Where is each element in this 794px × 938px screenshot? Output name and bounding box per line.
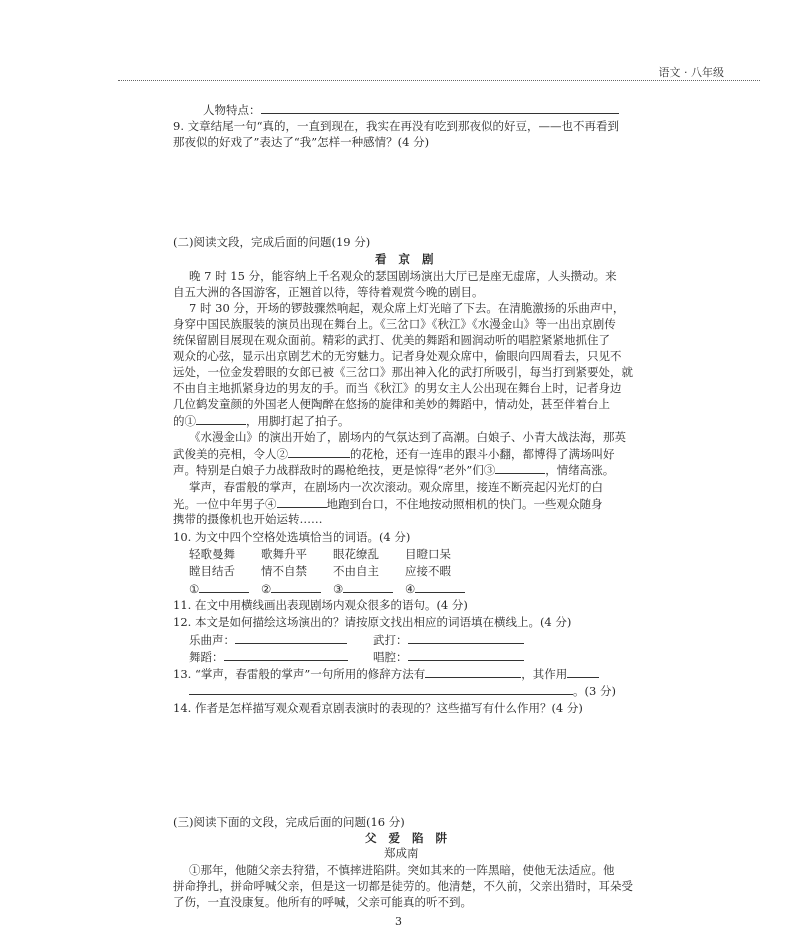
question-9-line2: 那夜似的好戏了”表达了“我”怎样一种感情？(4 分): [173, 135, 430, 149]
answer-blank[interactable]: [277, 496, 327, 508]
passage-text: 光。一位中年男子④: [173, 497, 277, 511]
q12-row1b: [373, 632, 524, 647]
trait-label: 人物特点：: [203, 103, 261, 117]
q12-label: 乐曲声：: [189, 633, 235, 647]
word-option: 瞠目结舌: [189, 564, 235, 578]
answer-blank[interactable]: [271, 581, 321, 593]
word-option: 不由自主: [333, 564, 379, 578]
answer-blank[interactable]: [189, 683, 573, 695]
question-12: 12. 本文是如何描绘这场演出的？请按原文找出相应的词语填在横线上。(4 分): [173, 615, 572, 629]
answer-blank[interactable]: [567, 666, 599, 678]
answer-blank[interactable]: [235, 632, 347, 644]
passage-line: 了伤，一直没康复。他所有的呼喊，父亲可能真的听不到。: [173, 895, 472, 909]
passage-line: 远处，一位金发碧眼的女郎已被《三岔口》那出神入化的武打所吸引，每当打到紧要处，就: [173, 365, 633, 379]
author-name: 郑成南: [384, 846, 419, 860]
answer-mark: ②: [261, 582, 272, 596]
passage-line: 统保留剧目展现在观众面前。精彩的武打、优美的舞蹈和圆润动听的唱腔紧紧地抓住了: [173, 333, 610, 347]
question-13-cont: [189, 683, 616, 698]
answer-blank[interactable]: [495, 462, 545, 474]
answer-blank[interactable]: [425, 666, 521, 678]
answer-mark: ③: [333, 582, 344, 596]
page-header: 语文 · 八年级: [658, 66, 724, 79]
answer-blank[interactable]: [288, 446, 350, 458]
question-9-line1: 9. 文章结尾一句“真的，一直到现在，我实在再没有吃到那夜似的好豆，——也不再看到: [173, 119, 620, 133]
word-option: 情不自禁: [261, 564, 307, 578]
passage-text: 地跑到台口，不住地按动照相机的快门。一些观众随身: [326, 497, 603, 511]
question-14: 14. 作者是怎样描写观众观看京剧表演时的表现的？这些描写有什么作用？(4 分): [173, 701, 583, 715]
trait-line: [203, 102, 619, 117]
passage-line: 《水漫金山》的演出开始了，剧场内的气氛达到了高潮。白娘子、小青大战法海，那英: [189, 430, 626, 444]
q13-text: ，其作用: [521, 667, 568, 681]
q13-text: 13. “掌声，春雷般的掌声”一句所用的修辞方法有: [173, 667, 426, 681]
passage-line: 掌声，春雷般的掌声，在剧场内一次次滚动。观众席里，接连不断亮起闪光灯的白: [189, 480, 603, 494]
answer-mark: ④: [405, 582, 416, 596]
passage-line: 几位鹤发童颜的外国老人便陶醉在悠扬的旋律和美妙的舞蹈中，情动处，甚至伴着台上: [173, 397, 610, 411]
answer-blank[interactable]: [196, 413, 246, 425]
answer-blank[interactable]: [343, 581, 393, 593]
header-divider: [118, 80, 760, 81]
passage-text: 的花枪，还有一连串的跟斗小翻，都博得了满场叫好: [350, 447, 615, 461]
q13-text: 。(3 分): [573, 684, 616, 698]
word-option: 歌舞升平: [261, 547, 307, 561]
answer-blank[interactable]: [415, 581, 465, 593]
passage-line: 身穿中国民族服装的演员出现在舞台上。《三岔口》《秋江》《水漫金山》等一出出京剧传: [173, 317, 616, 331]
passage-line: [173, 413, 350, 428]
section-3-title: 父 爱 陷 阱: [365, 831, 452, 845]
passage-line: 拼命挣扎，拼命呼喊父亲，但是这一切都是徒劳的。他清楚，不久前，父亲出猎时，耳朵受: [173, 879, 633, 893]
section-2-heading: (二)阅读文段，完成后面的问题(19 分): [173, 235, 371, 249]
answer-blank[interactable]: [261, 102, 619, 114]
q12-label: 唱腔：: [373, 650, 408, 664]
answer-blank[interactable]: [199, 581, 249, 593]
q12-row2: [189, 649, 348, 664]
answer-mark: ①: [189, 582, 200, 596]
passage-text: ，用脚打起了拍子。: [246, 414, 350, 428]
q12-row2b: [373, 649, 524, 664]
passage-line: 不由自主地抓紧身边的男友的手。而当《秋江》的男女主人公出现在舞台上时，记者身边: [173, 381, 622, 395]
question-11: 11. 在文中用横线画出表现剧场内观众很多的语句。(4 分): [173, 598, 468, 612]
word-option: 应接不暇: [405, 564, 451, 578]
passage-line: [173, 462, 614, 477]
passage-text: 武俊美的亮相，令人②: [173, 447, 288, 461]
passage-line: 7 时 30 分，开场的锣鼓骤然响起，观众席上灯光暗了下去。在清脆激扬的乐曲声中，: [189, 301, 625, 315]
section-3-heading: (三)阅读下面的文段，完成后面的问题(16 分): [173, 815, 405, 829]
answer-blank[interactable]: [224, 649, 348, 661]
blank-marker: 的①: [173, 414, 196, 428]
passage-line: 观众的心弦，显示出京剧艺术的无穷魅力。记者身处观众席中，偷眼向四周看去，只见不: [173, 349, 622, 363]
q12-row1: [189, 632, 347, 647]
word-option: 目瞪口呆: [405, 547, 451, 561]
word-options-row2: [189, 564, 477, 578]
answer-row: [189, 581, 465, 596]
question-13: [173, 666, 599, 681]
word-options-row1: [189, 547, 477, 561]
q12-label: 武打：: [373, 633, 408, 647]
answer-blank[interactable]: [408, 649, 524, 661]
passage-line: 晚 7 时 15 分，能容纳上千名观众的瑟国剧场演出大厅已是座无虚席，人头攒动。来: [189, 269, 617, 283]
question-10: 10. 为文中四个空格处选填恰当的词语。(4 分): [173, 530, 411, 544]
passage-text: ，情绪高涨。: [545, 463, 615, 477]
passage-line: 携带的摄像机也开始运转……: [173, 512, 323, 526]
passage-line: 自五大洲的各国游客，正翘首以待，等待着观赏今晚的剧目。: [173, 285, 484, 299]
page-number: 3: [395, 915, 402, 928]
passage-line: [173, 446, 615, 461]
q12-label: 舞蹈：: [189, 650, 224, 664]
section-2-title: 看 京 剧: [375, 252, 438, 266]
passage-line: [173, 496, 603, 511]
passage-line: ①那年，他随父亲去狩猎，不慎摔进陷阱。突如其来的一阵黑暗，使他无法适应。他: [189, 863, 615, 877]
word-option: 轻歌曼舞: [189, 547, 235, 561]
word-option: 眼花缭乱: [333, 547, 379, 561]
passage-text: 声。特别是白娘子力战群敌时的踢枪绝技，更是惊得“老外”们③: [173, 463, 496, 477]
answer-blank[interactable]: [408, 632, 524, 644]
